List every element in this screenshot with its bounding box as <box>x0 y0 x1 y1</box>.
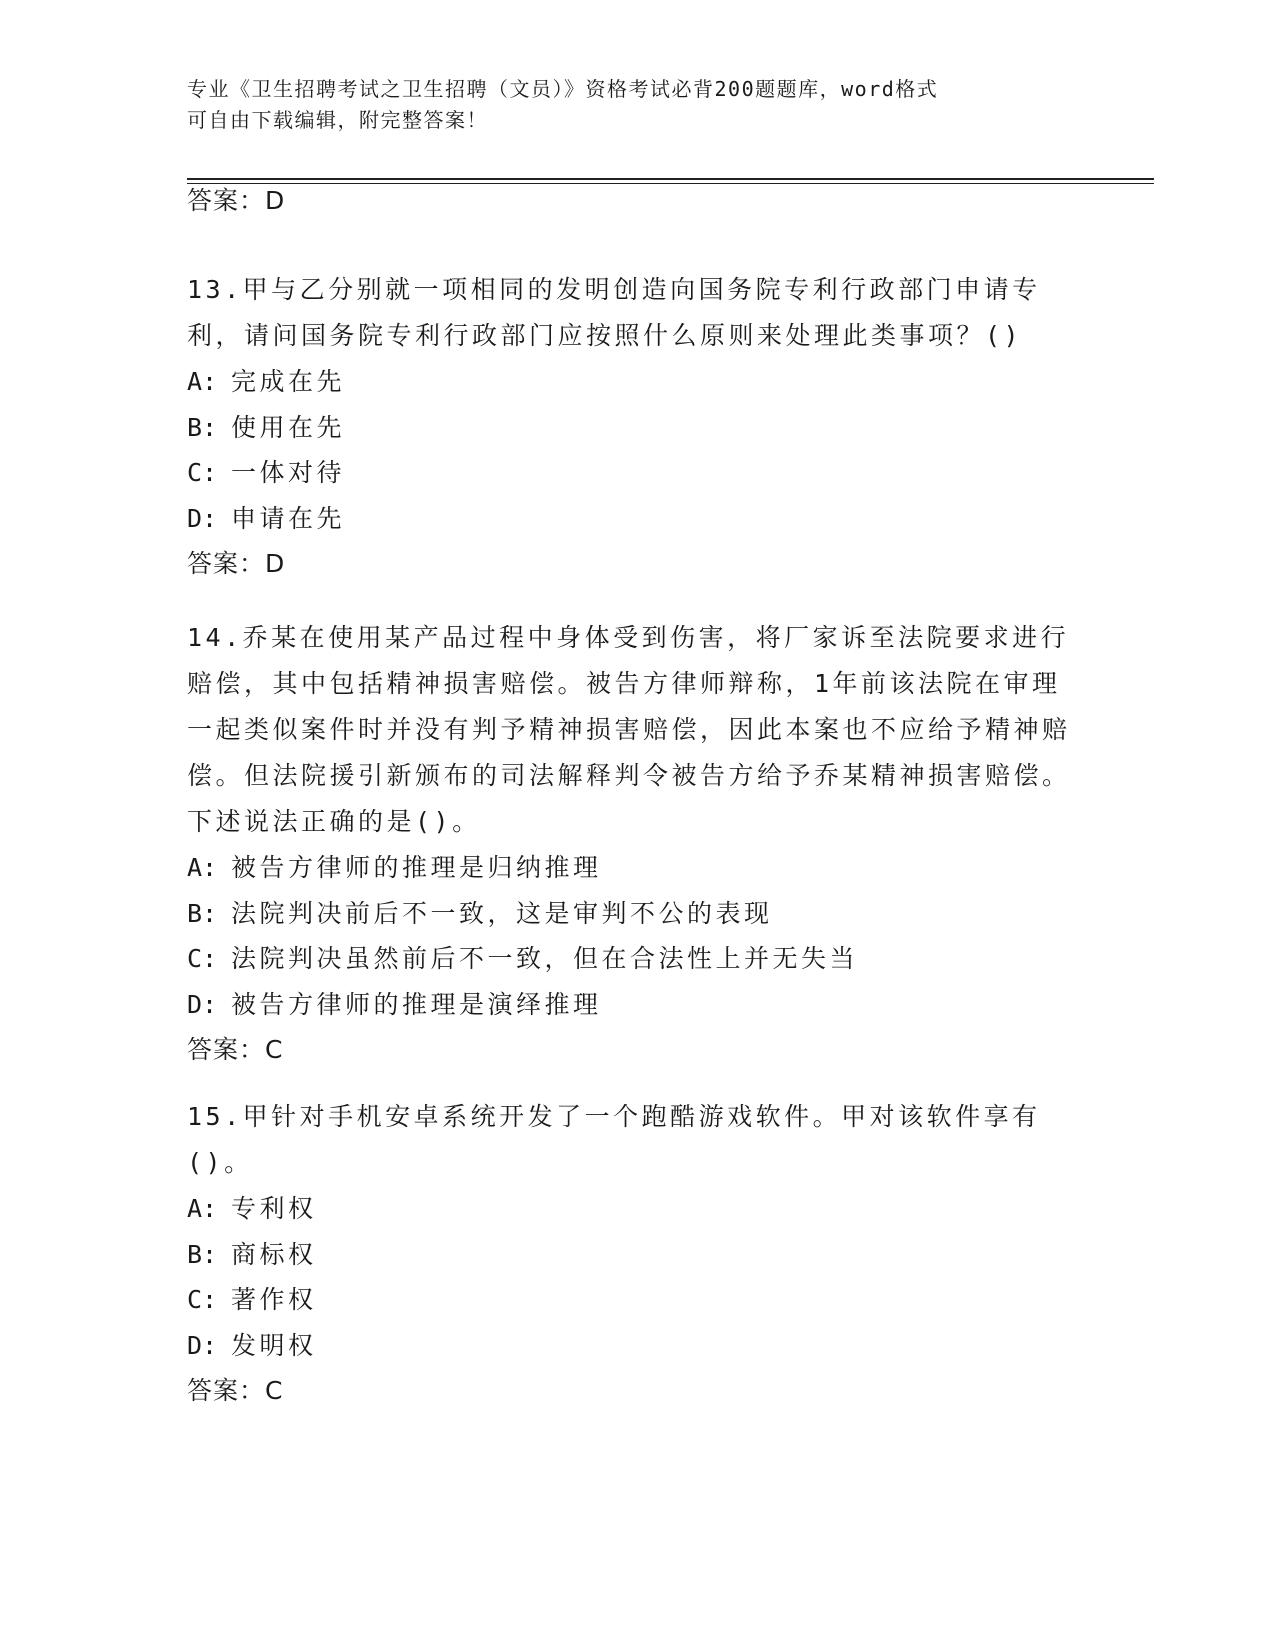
option-text: 著作权 <box>231 1285 317 1314</box>
option-text: 专利权 <box>231 1194 317 1223</box>
option-d <box>187 1323 1077 1369</box>
option-b <box>187 405 1077 451</box>
option-letter: B: <box>187 898 218 928</box>
option-text: 法院判决虽然前后不一致，但在合法性上并无失当 <box>231 944 859 973</box>
option-letter: D: <box>187 989 218 1019</box>
header-line-1: 专业《卫生招聘考试之卫生招聘（文员）》资格考试必背200题题库，word格式 <box>187 77 939 101</box>
option-letter: C: <box>187 944 218 973</box>
option-text: 使用在先 <box>231 412 346 442</box>
option-c <box>187 450 1077 496</box>
option-d <box>187 982 1077 1028</box>
option-letter: A: <box>187 853 218 882</box>
previous-answer-block <box>187 178 1077 224</box>
option-letter: B: <box>187 1239 218 1269</box>
option-letter: D: <box>187 503 218 533</box>
option-b <box>187 1232 1077 1278</box>
option-text: 法院判决前后不一致，这是审判不公的表现 <box>231 898 773 928</box>
option-d <box>187 496 1077 542</box>
option-text: 申请在先 <box>231 503 346 533</box>
option-b <box>187 891 1077 937</box>
option-letter: B: <box>187 412 218 442</box>
option-text: 完成在先 <box>231 367 346 396</box>
option-a <box>187 845 1077 891</box>
option-c <box>187 936 1077 982</box>
option-text: 被告方律师的推理是归纳推理 <box>231 853 602 882</box>
answer: 答案：C <box>187 1035 284 1064</box>
option-a <box>187 1186 1077 1232</box>
option-text: 商标权 <box>231 1239 317 1269</box>
question-15 <box>187 1094 1077 1414</box>
header-line-2: 可自由下载编辑，附完整答案！ <box>187 108 488 132</box>
option-letter: D: <box>187 1330 218 1360</box>
option-letter: A: <box>187 1194 218 1223</box>
question-stem: 14.乔某在使用某产品过程中身体受到伤害，将厂家诉至法院要求进行赔偿，其中包括精神损害赔偿。被告方律师辩称，1年前该法院在审理一起类似案件时并没有判予精神损害赔偿，因此本案也不应给予精神赔偿。但法院援引新颁布的司法解释判令被告方给予乔某精神损害赔偿。下述说法正确的是()。 <box>187 623 1071 836</box>
answer: 答案：C <box>187 1376 284 1405</box>
option-letter: C: <box>187 1285 218 1314</box>
option-a <box>187 359 1077 405</box>
option-letter: A: <box>187 367 218 396</box>
option-letter: C: <box>187 458 218 487</box>
question-14 <box>187 615 1077 1073</box>
option-text: 发明权 <box>231 1330 317 1360</box>
question-stem: 13.甲与乙分别就一项相同的发明创造向国务院专利行政部门申请专利，请问国务院专利行政部门应按照什么原则来处理此类事项？() <box>187 275 1041 350</box>
option-text: 一体对待 <box>231 458 346 487</box>
option-c <box>187 1277 1077 1323</box>
question-13 <box>187 267 1077 587</box>
previous-answer: 答案：D <box>187 186 286 215</box>
question-stem: 15.甲针对手机安卓系统开发了一个跑酷游戏软件。甲对该软件享有()。 <box>187 1102 1041 1177</box>
answer: 答案：D <box>187 549 286 578</box>
option-text: 被告方律师的推理是演绎推理 <box>231 989 602 1019</box>
page-header <box>187 74 1087 136</box>
